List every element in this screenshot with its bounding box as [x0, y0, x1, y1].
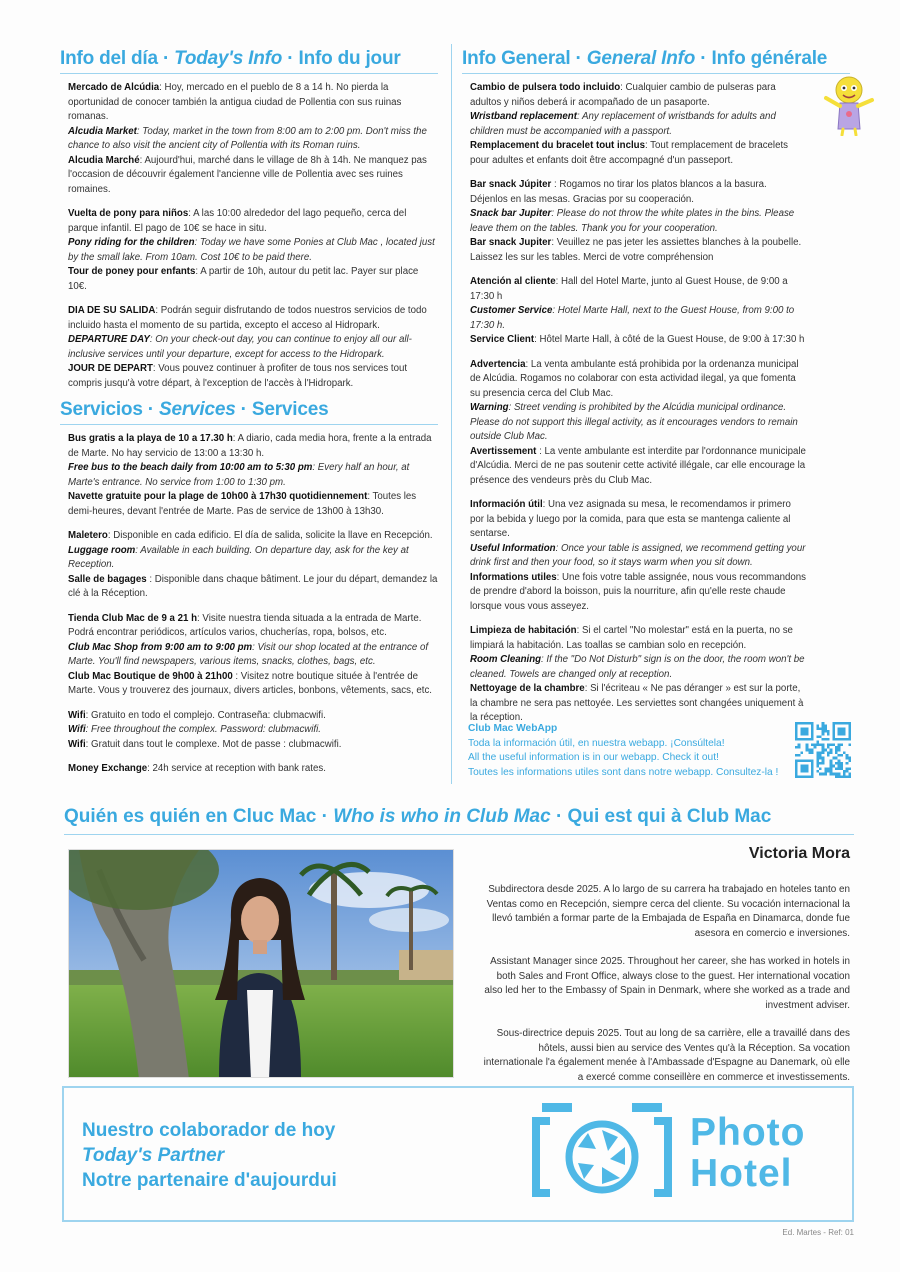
title-fr: · Info du jour [282, 48, 401, 69]
block-text-fr: : Vous pouvez continuer à profiter de tous nos services tout compris jusqu'à votre départ, à l'exception de l'accès à l'Hidropark. [68, 363, 408, 389]
block-line-en [470, 207, 806, 236]
block-text-fr: : Si l'écriteau « Ne pas déranger » est sur la porte, la chambre ne sera pas nettoyée. Les serviettes sont changées uniquement à la réception. [470, 683, 804, 723]
block-line-es [68, 529, 438, 544]
block-text-en: : Once your table is assigned, we recommend getting your drink first and then your food, so it stays warm when you sit down. [470, 542, 806, 568]
servicios-title [60, 399, 438, 425]
block-line-fr [68, 573, 438, 602]
block-text-en: : Any replacement of wristbands for adults and children must be accompanied with a passport. [470, 111, 776, 137]
who-is-who-title [64, 806, 854, 835]
block-label-en: Pony riding for the children [68, 237, 195, 248]
block-line-en [470, 653, 806, 682]
block-label-fr: Remplacement du bracelet tout inclus [470, 140, 645, 151]
bio-fr: Sous-directrice depuis 2025. Tout au long de sa carrière, elle a travaillé dans des hôtels, aussi bien au service des Ventes qu'à la Réception. Sa vocation internationale l'a également menée à l'Ambassade d'Espagne au Danemark, où elle a exercé comme conseillère en commerce et investissements. [483, 1028, 850, 1083]
block-text-fr: : Hôtel Marte Hall, à côté de la Guest House, de 9:00 à 17:30 h [534, 334, 805, 345]
mascot-icon [820, 74, 878, 136]
block-label-en: Wifi [68, 724, 86, 735]
partner-fr: Notre partenaire d'aujourdui [82, 1170, 337, 1191]
block-line-en [470, 542, 806, 571]
block-text-fr: : Une fois votre table assignée, nous vous recommandons de prendre d'abord la boisson, puis la nourriture, afin qu'elle reste chaude lorsque vous vous asseyez. [470, 571, 806, 612]
partner-logo-text [690, 1112, 805, 1194]
block-label-fr: Service Client [470, 334, 535, 345]
block-text-es: : Disponible en cada edificio. El día de salida, solicite la llave en Recepción. [107, 530, 433, 541]
block-line-es [68, 81, 438, 125]
info-block [470, 498, 806, 614]
block-label-fr: Nettoyage de la chambre [470, 683, 585, 694]
title-en: General Info [586, 48, 696, 69]
block-text-fr: : La vente ambulante est interdite par l'ordonnance municipale d'Alcúdia. Merci de ne pas soutenir cette activité illégale, car elle encourage la présence des vendeurs près du Club Mac. [470, 445, 806, 486]
block-label-fr: Tour de poney pour enfants [68, 266, 196, 277]
block-line-fr [470, 236, 806, 265]
block-line-en [68, 461, 438, 490]
left-column [60, 48, 438, 787]
block-text-es: : Rogamos no tirar los platos blancos a la basura. Déjenlos en las mesas. Gracias por su cooperación. [470, 179, 767, 205]
block-label-fr: Avertissement [470, 445, 537, 457]
block-label-en: Luggage room [68, 544, 136, 556]
block-label-fr: Salle de bagages [68, 573, 147, 585]
block-label-es: Información útil [470, 499, 543, 510]
block-label-es: Bar snack Júpiter [470, 179, 552, 190]
staff-photo [68, 849, 454, 1078]
block-text-fr: : Toutes les demi-heures, devant l'entrée de Marte. Pas de service de 13h00 à 13h30. [68, 491, 417, 517]
block-label-es: Bus gratis a la playa de 10 a 17.30 h [68, 433, 233, 444]
block-text-fr: : Tout remplacement de bracelets pour adultes et enfants doit être accompagné d'un passeport. [470, 140, 789, 166]
block-label-es: Advertencia [470, 358, 526, 370]
block-text-en: : Please do not throw the white plates in the bins. Please leave them on the tables. Thank you for your cooperation. [470, 208, 795, 234]
webapp-es: Toda la información útil, en nuestra webapp. ¡Consúltela! [468, 737, 725, 749]
block-label-fr: Navette gratuite pour la plage de 10h00 à 17h30 quotidiennement [68, 491, 368, 502]
block-text-fr: : Disponible dans chaque bâtiment. Le jour du départ, demandez la clé à la Réception. [68, 573, 438, 599]
block-text-en: : Hotel Marte Hall, next to the Guest House, from 9:00 to 17:30 h. [470, 305, 795, 331]
block-line-es [470, 624, 806, 653]
block-text-en: : Today we have some Ponies at Club Mac , located just by the small lake. From 10am. Cost 10€ to be paid there. [68, 237, 435, 263]
block-label-fr: Alcudia Marché [68, 154, 140, 166]
block-label-en: Useful Information [470, 542, 556, 554]
block-line-en [68, 723, 438, 738]
block-text-es: : Gratuito en todo el complejo. Contraseña: clubmacwifi. [85, 709, 326, 721]
block-label-fr: Club Mac Boutique de 9h00 à 21h00 [68, 670, 233, 682]
block-line-fr [470, 139, 806, 168]
block-label-es: Wifi [68, 709, 86, 721]
webapp-en: All the useful information is in our webapp. Check it out! [468, 752, 719, 764]
block-label-en: Customer Service [470, 305, 553, 316]
webapp-fr: Toutes les informations utiles sont dans notre webapp. Consultez-la ! [468, 766, 779, 778]
block-text-en: : Available in each building. On departure day, ask for the key at Reception. [68, 544, 409, 570]
block-text-es: : Podrán seguir disfrutando de todos nuestros servicios de todo incluido hasta el momento de su partida, excepto el acceso al Hidropark. [68, 305, 427, 331]
block-line-en [68, 236, 438, 265]
block-line-fr [68, 154, 438, 198]
title-es: Info General · [462, 48, 587, 69]
block-label-en: Wristband replacement [470, 111, 577, 122]
block-text-fr: : Visitez notre boutique située à l'entrée de Marte. Vous y trouverez des journaux, divers articles, bonbons, vêtements, sacs, etc. [68, 670, 432, 696]
block-line-es [68, 709, 438, 724]
title-es: Servicios · [60, 399, 159, 420]
block-line-en [470, 401, 806, 445]
block-line-fr [68, 738, 438, 753]
block-line-es [470, 178, 806, 207]
block-label-es: Maletero [68, 530, 108, 541]
block-label-es: Mercado de Alcúdia [68, 82, 160, 93]
staff-name: Victoria Mora [748, 845, 850, 862]
block-label-es: Atención al cliente [470, 276, 556, 287]
info-block [68, 432, 438, 519]
block-text-es: : Hoy, mercado en el pueblo de 8 a 14 h. No pierda la oportunidad de conocer también la antigua ciudad de Pollentia con sus ruinas romanas. [68, 82, 402, 122]
block-text-en: : Every half an hour, at Marte's entrance. No service from 1:00 to 1:30 pm. [68, 462, 410, 488]
info-block [470, 624, 806, 726]
block-line-es [68, 612, 438, 641]
block-line-es [470, 498, 806, 542]
block-text-fr: : Veuillez ne pas jeter les assiettes blanches à la poubelle. Laissez les sur les tables. Merci de votre compréhension [470, 237, 802, 263]
block-text-es: : Si el cartel "No molestar" está en la puerta, no se limpiará la habitación. Las toallas se cambian solo en recepción. [470, 625, 793, 651]
block-line-es [68, 304, 438, 333]
block-text-en: : Today, market in the town from 8:00 am to 2:00 pm. Don't miss the chance to also visit the ancient city of Pollentia with its Roman ruins. [68, 125, 427, 151]
info-general-title [462, 48, 850, 74]
title-fr: · Services [235, 399, 329, 420]
block-line-es [470, 358, 806, 402]
block-label-es: Tienda Club Mac de 9 a 21 h [68, 612, 198, 624]
block-label-en: DEPARTURE DAY [68, 334, 150, 345]
camera-shutter-logo-icon [528, 1103, 676, 1203]
block-line-es [470, 275, 806, 304]
money-exchange [68, 762, 438, 777]
block-line-es [68, 207, 438, 236]
qr-code-icon[interactable] [795, 722, 851, 778]
title-en: Who is who in Club Mac [333, 806, 551, 827]
block-text-es: : Hall del Hotel Marte, junto al Guest House, de 9:00 a 17:30 h [470, 276, 788, 302]
block-label-en: Alcudia Market [68, 125, 137, 137]
partner-heading [82, 1118, 337, 1193]
bio-en: Assistant Manager since 2025. Throughout her career, she has worked in hotels in both Sales and Front Office, always close to the guest. Her international vocation also led her to the Embassy of Spain in Denmark, where she worked as a trade and investment adviser. [484, 956, 850, 1011]
bio-es: Subdirectora desde 2025. A lo largo de su carrera ha trabajado en hoteles tanto en Ventas como en Recepción, siempre cerca del cliente. Su vocación internacional la llevó también a formar parte de la Embajada de España en Dinamarca, donde fue asesora en comercio e inversiones. [486, 884, 850, 939]
block-text-en: : On your check-out day, you can continue to enjoy all our all-inclusive services until your departure, except for access to the Hidropark. [68, 334, 412, 360]
block-text-es: : A las 10:00 alrededor del lago pequeño, cerca del parque infantil. El pago de 10€ se hace in situ. [68, 208, 407, 234]
info-block [68, 304, 438, 391]
block-text-en: : Visit our shop located at the entrance of Marte. You'll find newspapers, various items, snacks, clothes, bags, etc. [68, 641, 429, 667]
money-label: Money Exchange [68, 763, 148, 774]
block-label-es: DIA DE SU SALIDA [68, 305, 156, 316]
block-line-en [470, 110, 806, 139]
money-text: : 24h service at reception with bank rates. [147, 763, 326, 774]
block-text-en: : Free throughout the complex. Password: clubmacwifi. [85, 724, 321, 735]
block-line-en [68, 125, 438, 154]
info-block [68, 207, 438, 294]
info-general-blocks [462, 81, 850, 726]
title-fr: · Info générale [695, 48, 828, 69]
column-divider [451, 44, 452, 784]
block-label-es: Limpieza de habitación [470, 625, 577, 636]
title-en: Today's Info [174, 48, 283, 69]
title-en: Services [158, 399, 236, 420]
block-text-es: : La venta ambulante está prohibida por la ordenanza municipal de Alcúdia. Rogamos no colaborar con esta actividad ilegal, ya que fomenta su presencia cerca del Club Mac. [470, 358, 799, 399]
block-text-es: : Cualquier cambio de pulseras para adultos y niños deberá ir acompañado de un pasaporte. [470, 82, 776, 108]
block-label-fr: Informations utiles [470, 571, 557, 583]
block-line-fr [470, 445, 806, 489]
block-label-fr: Bar snack Jupiter [470, 237, 552, 248]
info-block [68, 81, 438, 197]
partner-en: Today's Partner [82, 1145, 225, 1166]
title-fr: · Qui est qui à Club Mac [550, 806, 772, 827]
info-block [470, 358, 806, 489]
block-line-en [68, 333, 438, 362]
staff-photo-image [69, 850, 454, 1078]
logo-line-2: Hotel [690, 1152, 793, 1195]
partner-es: Nuestro colaborador de hoy [82, 1120, 336, 1141]
info-block [68, 709, 438, 753]
block-line-fr [470, 682, 806, 726]
info-dia-blocks [60, 81, 438, 391]
block-line-fr [68, 490, 438, 519]
block-line-es [470, 81, 806, 110]
block-text-en: : If the "Do Not Disturb" sign is on the door, the room won't be cleaned. Towels are changed only at reception. [470, 654, 805, 680]
block-label-es: Cambio de pulsera todo incluido [470, 82, 621, 93]
logo-line-1: Photo [690, 1111, 806, 1154]
title-es: Quién es quién en Cluc Mac · [64, 806, 334, 827]
webapp-info [468, 722, 798, 780]
info-block [68, 529, 438, 602]
block-text-es: : A diario, cada media hora, frente a la entrada de Marte. No hay servicio de 13:00 a 13:30 h. [68, 433, 432, 459]
block-line-fr [470, 571, 806, 615]
info-block [470, 81, 806, 168]
block-label-fr: Wifi [68, 738, 86, 750]
servicios-blocks [60, 432, 438, 752]
block-line-en [68, 641, 438, 670]
block-label-en: Snack bar Jupiter [470, 208, 552, 219]
right-column [462, 48, 850, 736]
block-line-fr [68, 670, 438, 699]
block-label-en: Club Mac Shop from 9:00 am to 9:00 pm [68, 641, 253, 653]
block-text-es: : Una vez asignada su mesa, le recomendamos ir primero por la bebida y luego por la comida, para que esta se mantenga caliente al sentarse. [470, 499, 791, 539]
block-line-en [470, 304, 806, 333]
block-label-en: Warning [470, 402, 509, 413]
block-text-en: : Street vending is prohibited by the Alcúdia municipal ordinance. Please do not support this illegal activity, as it encourages vendors to remain outside Club Mac. [470, 402, 798, 442]
block-text-fr: : A partir de 10h, autour du petit lac. Payer sur place 10€. [68, 266, 419, 292]
info-block [68, 612, 438, 699]
block-text-es: : Visite nuestra tienda situada a la entrada de Marte. Podrá encontrar periódicos, artículos varios, chucherías, ropa, bolsos, etc. [68, 612, 422, 638]
block-label-es: Vuelta de pony para niños [68, 208, 189, 219]
title-es: Info del día · [60, 48, 175, 69]
block-line-fr [68, 265, 438, 294]
staff-bio [480, 883, 850, 1099]
block-line-fr [68, 362, 438, 391]
block-label-en: Room Cleaning [470, 654, 542, 665]
block-line-fr [470, 333, 806, 348]
block-label-en: Free bus to the beach daily from 10:00 am to 5:30 pm [68, 462, 313, 473]
block-text-fr: : Gratuit dans tout le complexe. Mot de passe : clubmacwifi. [85, 738, 342, 750]
block-label-fr: JOUR DE DEPART [68, 363, 153, 374]
info-dia-title [60, 48, 438, 74]
webapp-title: Club Mac WebApp [468, 723, 558, 734]
block-line-en [68, 544, 438, 573]
block-line-es [68, 432, 438, 461]
info-block [470, 275, 806, 348]
block-text-fr: : Aujourd'hui, marché dans le village de 8h à 14h. Ne manquez pas l'occasion de découvrir également l'ancienne ville de Pollentia avec ses ruines romaines. [68, 154, 427, 195]
edition-ref: Ed. Martes - Ref: 01 [782, 1228, 854, 1237]
info-block [470, 178, 806, 265]
